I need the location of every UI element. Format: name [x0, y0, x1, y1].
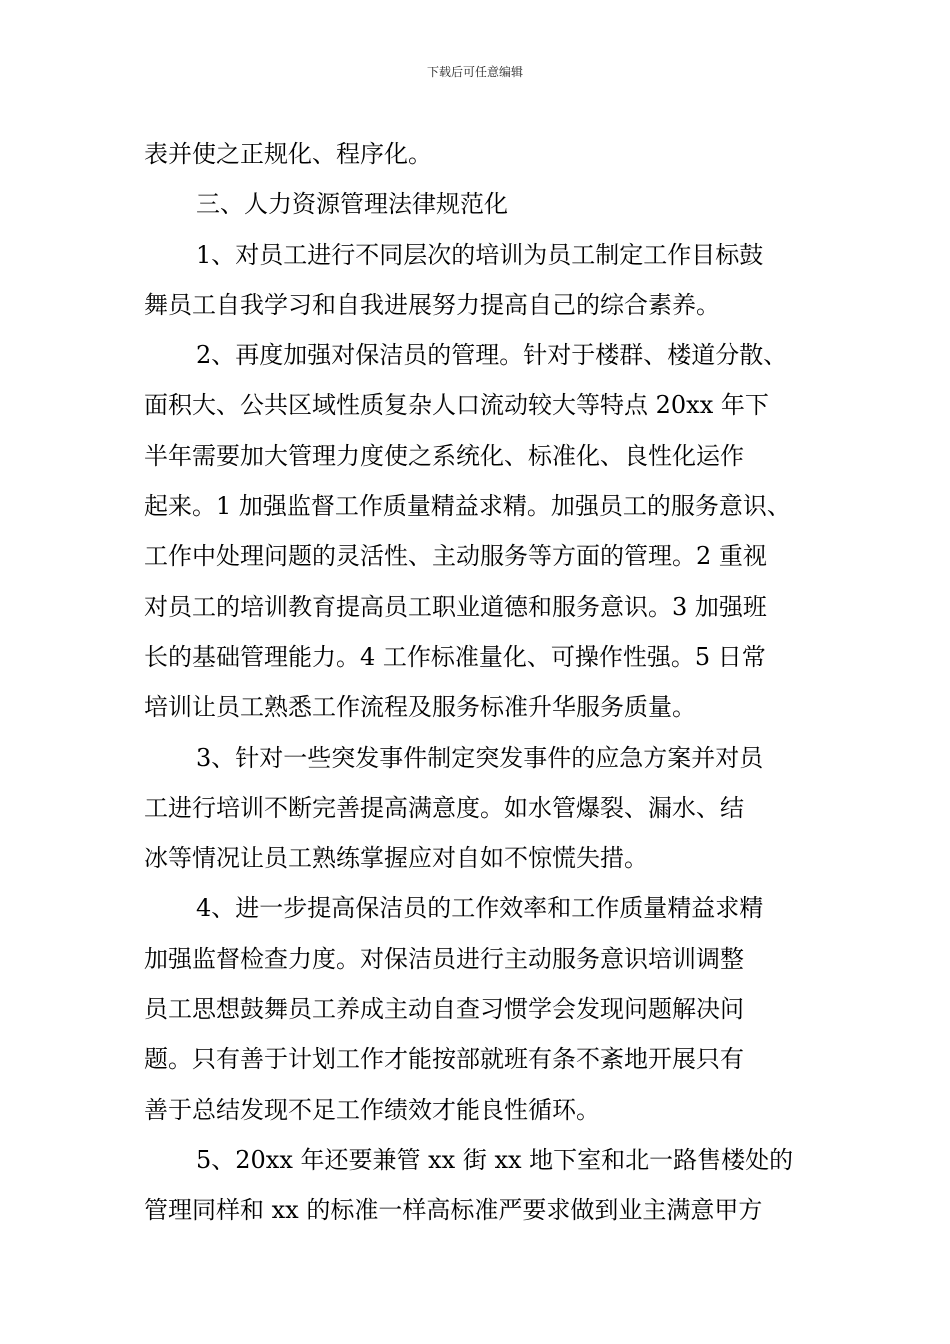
text-line: 加强监督检查力度。对保洁员进行主动服务意识培训调整	[144, 944, 744, 973]
text-line: 对员工的培训教育提高员工职业道德和服务意识。3 加强班	[144, 592, 767, 621]
text-line: 工进行培训不断完善提高满意度。如水管爆裂、漏水、结	[144, 793, 744, 822]
text-line: 工作中处理问题的灵活性、主动服务等方面的管理。2 重视	[144, 542, 767, 571]
text-line: 起来。1 加强监督工作质量精益求精。加强员工的服务意识、	[144, 492, 791, 521]
text-line: 三、人力资源管理法律规范化	[196, 190, 508, 219]
text-line: 员工思想鼓舞员工养成主动自查习惯学会发现问题解决问	[144, 995, 744, 1024]
text-line: 2、再度加强对保洁员的管理。针对于楼群、楼道分散、	[196, 341, 788, 370]
text-line: 长的基础管理能力。4 工作标准量化、可操作性强。5 日常	[144, 642, 766, 671]
text-line: 冰等情况让员工熟练掌握应对自如不惊慌失措。	[144, 844, 648, 873]
text-line: 面积大、公共区域性质复杂人口流动较大等特点 20xx 年下	[144, 391, 769, 420]
text-line: 题。只有善于计划工作才能按部就班有条不紊地开展只有	[144, 1045, 744, 1074]
text-line: 4、进一步提高保洁员的工作效率和工作质量精益求精	[196, 894, 764, 923]
text-line: 培训让员工熟悉工作流程及服务标准升华服务质量。	[144, 693, 696, 722]
text-line: 1、对员工进行不同层次的培训为员工制定工作目标鼓	[196, 240, 764, 269]
text-line: 半年需要加大管理力度使之系统化、标准化、良性化运作	[144, 441, 744, 470]
text-line: 善于总结发现不足工作绩效才能良性循环。	[144, 1095, 600, 1124]
document-body	[144, 129, 808, 1236]
text-line: 3、针对一些突发事件制定突发事件的应急方案并对员	[196, 743, 764, 772]
text-line: 管理同样和 xx 的标准一样高标准严要求做到业主满意甲方	[144, 1196, 763, 1225]
page-header: 下载后可任意编辑	[426, 65, 523, 79]
text-line: 5、20xx 年还要兼管 xx 街 xx 地下室和北一路售楼处的	[196, 1145, 794, 1174]
text-line: 表并使之正规化、程序化。	[144, 140, 432, 168]
text-line: 舞员工自我学习和自我进展努力提高自己的综合素养。	[144, 290, 720, 319]
